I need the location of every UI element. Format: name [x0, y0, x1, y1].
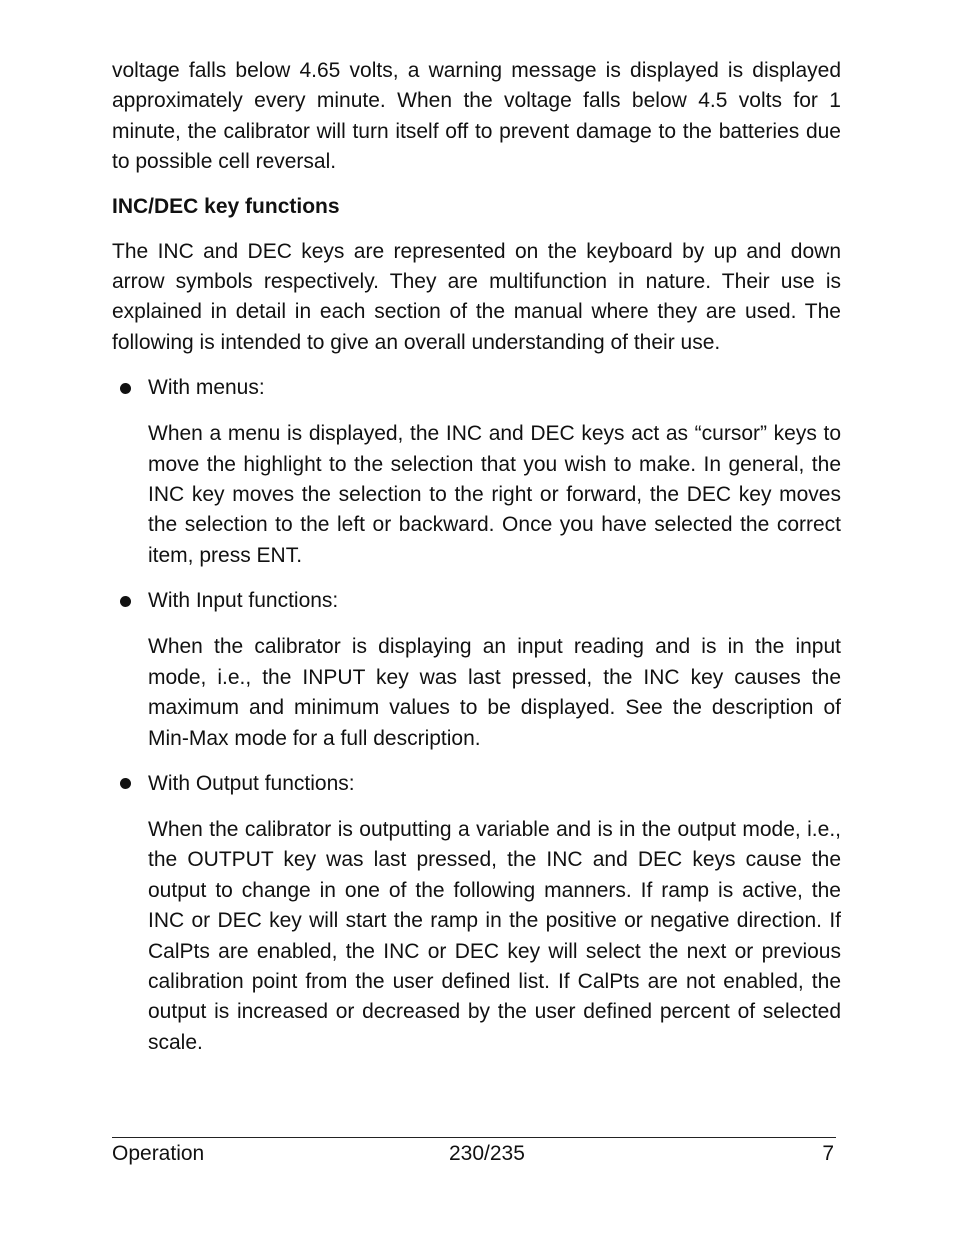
bullet-dot-icon [120, 383, 131, 394]
page-footer [112, 1137, 836, 1172]
bullet-menus [112, 373, 841, 403]
section-heading: INC/DEC key functions [112, 194, 340, 218]
footer-page-number: 7 [822, 1142, 834, 1165]
section-intro-paragraph: The INC and DEC keys are represented on the keyboard by up and down arrow symbols respectively. They are multifunction in nature. Their use is explained in detail in each section of the manual where they are used. The following is intended to give an overall understanding of their use. [112, 239, 841, 354]
bullet-input-functions [112, 586, 841, 616]
bullet-body: When the calibrator is outputting a variable and is in the output mode, i.e., the OUTPUT key was last pressed, the INC and DEC keys cause the output to change in one of the following manners. If ramp is active, the INC or DEC key will start the ramp in the positive or negative direction. If CalPts are enabled, the INC or DEC key will select the next or previous calibration point from the user defined list. If CalPts are not enabled, the output is increased or decreased by the user defined percent of selected scale. [148, 817, 841, 1054]
bullet-body: When the calibrator is displaying an input reading and is in the input mode, i.e., the INPUT key was last pressed, the INC key causes the maximum and minimum values to be displayed. See the description of Min-Max mode for a full description. [148, 635, 841, 750]
footer-section-name: Operation [112, 1142, 205, 1165]
bullet-dot-icon [120, 778, 131, 789]
footer-model-number: 230/235 [449, 1142, 525, 1165]
page-content [112, 56, 841, 1073]
bullet-title: With menus: [148, 376, 265, 400]
bullet-dot-icon [120, 596, 131, 607]
intro-paragraph: voltage falls below 4.65 volts, a warning message is displayed is displayed approximately every minute. When the voltage falls below 4.5 volts for 1 minute, the calibrator will turn itself off to prevent damage to the batteries due to possible cell reversal. [112, 59, 841, 174]
bullet-title: With Input functions: [148, 589, 339, 613]
bullet-title: With Output functions: [148, 771, 355, 795]
bullet-output-functions [112, 769, 841, 799]
bullet-body: When a menu is displayed, the INC and DEC keys act as “cursor” keys to move the highlight to the selection that you wish to make. In general, the INC key moves the selection to the right or forward, the DEC key moves the selection to the left or backward. Once you have selected the correct item, press ENT. [148, 422, 841, 567]
